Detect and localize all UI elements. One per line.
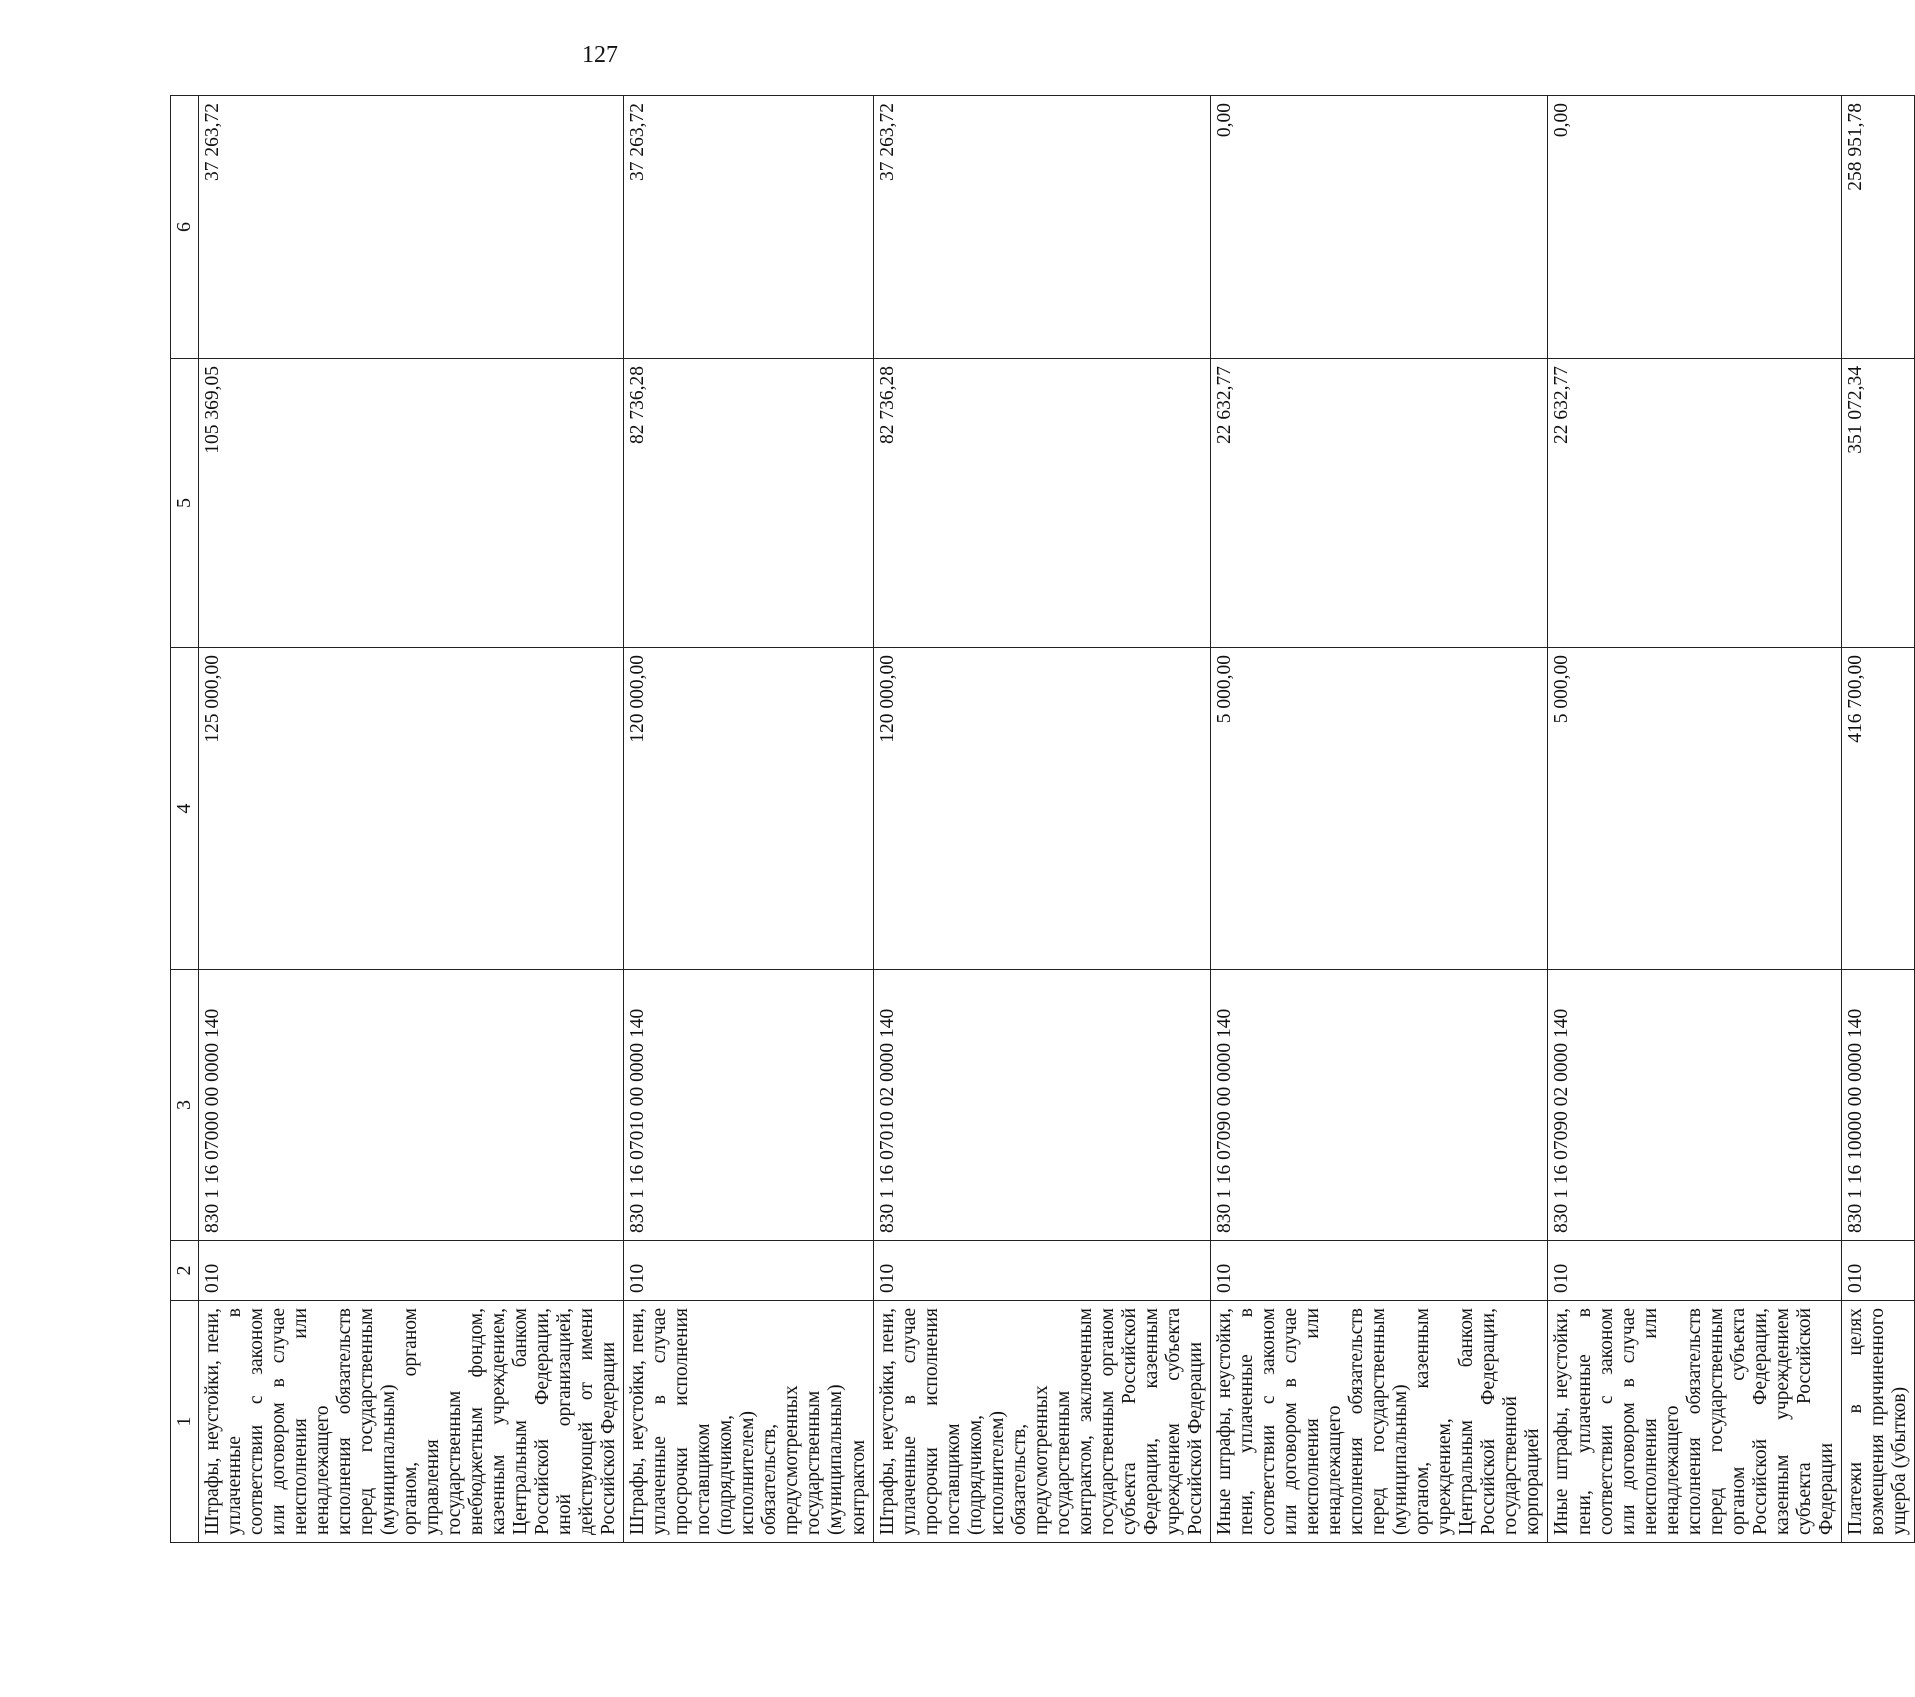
row-code: 010 [198,1241,624,1301]
row-col5: 22 632,77 [1548,359,1841,648]
table-row [624,96,873,1543]
row-kbk: 830 1 16 07090 02 0000 140 [1548,970,1841,1241]
page-number: 127 [582,42,618,68]
row-col5: 82 736,28 [624,359,873,648]
header-col-3: 3 [171,970,199,1241]
row-col6: 0,00 [1211,96,1548,359]
row-col5: 22 632,77 [1211,359,1548,648]
table-row [198,96,624,1543]
row-description: Платежи в целях возмещения причиненного ущерба (убытков) [1841,1301,1914,1543]
row-col6: 37 263,72 [624,96,873,359]
row-col5: 82 736,28 [873,359,1210,648]
row-code: 010 [1841,1241,1914,1301]
row-col4: 125 000,00 [198,648,624,970]
row-description: Иные штрафы, неустойки, пени, уплаченные в соответствии с законом или договором в случае неисполнения или ненадлежащего исполнения обязательств перед государственным (муниципальным) органом, казенным учреждением, Центральным банком Российской Федерации, государственной корпорацией [1211,1301,1548,1543]
header-col-6: 6 [171,96,199,359]
row-col5: 105 369,05 [198,359,624,648]
rotated-table-container [170,96,1910,1543]
table-row [873,96,1210,1543]
header-col-1: 1 [171,1301,199,1543]
row-col6: 37 263,72 [873,96,1210,359]
row-kbk: 830 1 16 07000 00 0000 140 [198,970,624,1241]
table-row [1841,96,1914,1543]
budget-table [170,95,1915,1543]
header-col-5: 5 [171,359,199,648]
row-description: Штрафы, неустойки, пени, уплаченные в случае просрочки исполнения поставщиком (подрядчиком, исполнителем) обязательств, предусмотренных государственным контрактом, заключенным государственным органом субъекта Российской Федерации, казенным учреждением субъекта Российской Федерации [873,1301,1210,1543]
row-kbk: 830 1 16 07010 02 0000 140 [873,970,1210,1241]
row-code: 010 [624,1241,873,1301]
row-col5: 351 072,34 [1841,359,1914,648]
row-col4: 416 700,00 [1841,648,1914,970]
table-row [1211,96,1548,1543]
row-description: Иные штрафы, неустойки, пени, уплаченные в соответствии с законом или договором в случае неисполнения или ненадлежащего исполнения обязательств перед государственным органом субъекта Российской Федерации, казенным учреждением субъекта Российской Федерации [1548,1301,1841,1543]
table-row [1548,96,1841,1543]
header-row [171,96,199,1543]
header-col-4: 4 [171,648,199,970]
row-col6: 258 951,78 [1841,96,1914,359]
row-kbk: 830 1 16 07010 00 0000 140 [624,970,873,1241]
row-col4: 120 000,00 [624,648,873,970]
row-code: 010 [1211,1241,1548,1301]
header-col-2: 2 [171,1241,199,1301]
row-col4: 120 000,00 [873,648,1210,970]
row-code: 010 [873,1241,1210,1301]
row-kbk: 830 1 16 10000 00 0000 140 [1841,970,1914,1241]
row-col4: 5 000,00 [1548,648,1841,970]
row-kbk: 830 1 16 07090 00 0000 140 [1211,970,1548,1241]
row-col6: 0,00 [1548,96,1841,359]
row-description: Штрафы, неустойки, пени, уплаченные в случае просрочки исполнения поставщиком (подрядчиком, исполнителем) обязательств, предусмотренных государственным (муниципальным) контрактом [624,1301,873,1543]
row-col6: 37 263,72 [198,96,624,359]
row-code: 010 [1548,1241,1841,1301]
row-col4: 5 000,00 [1211,648,1548,970]
row-description: Штрафы, неустойки, пени, уплаченные в соответствии с законом или договором в случае неисполнения или ненадлежащего исполнения обязательств перед государственным (муниципальным) органом, органом управления государственным внебюджетным фондом, казенным учреждением, Центральным банком Российской Федерации, иной организацией, действующей от имени Российской Федерации [198,1301,624,1543]
